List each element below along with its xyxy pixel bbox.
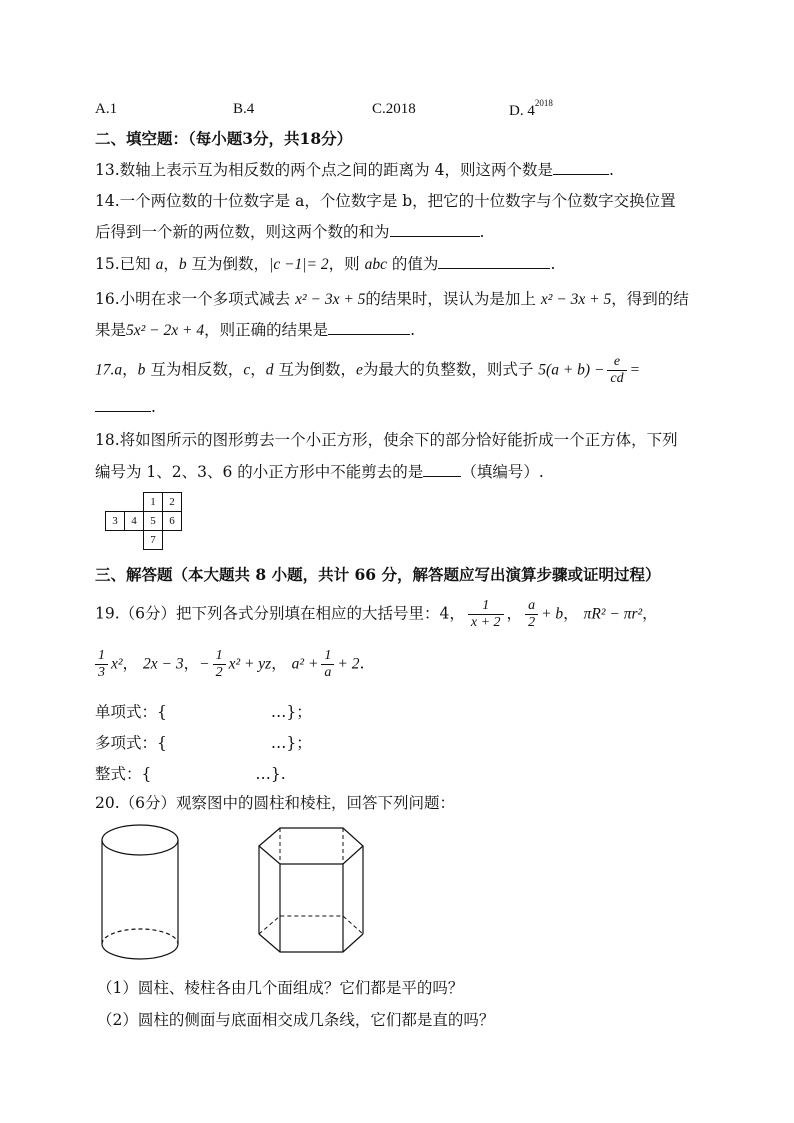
question-19-line2: $\frac{1}{3}$ x²， 2x − 3，− $\frac{1}{2}$ x² + yz， a² + $\frac{1}{a}$ + 2. [95,648,364,681]
section-2-title: 二、填空题：（每小题3分，共18分） [95,129,353,148]
net-cell: 5 [143,511,163,531]
question-17: 17.a，b 互为相反数，c，d 互为倒数，e为最大的负整数，则式子 5(a + b) − $\frac{e}{cd}$ = [95,354,641,387]
net-cell: 7 [143,530,163,550]
question-16-line1: 16.小明在求一个多项式减去 x² − 3x + 5的结果时，误认为是加上 x² − 3x + 5，得到的结 [95,290,689,308]
question-17-answer: . [95,398,156,416]
answer-monomials: 单项式：{ …}； [95,703,312,721]
question-15: 15.已知 a，b 互为倒数，|c −1|= 2，则 abc 的值为 . [95,255,556,273]
option-b: B.4 [233,101,255,117]
question-20-sub2: （2）圆柱的侧面与底面相交成几条线，它们都是直的吗？ [97,1011,495,1029]
net-cell: 4 [124,511,144,531]
net-cell: 2 [162,492,182,512]
question-19-line1: 19.（6分）把下列各式分别填在相应的大括号里：4， $\frac{1}{x + 2}$ ， $\frac{a}{2}$ + b， πR² − πr²， [95,598,658,631]
question-14-line1: 14.一个两位数的十位数字是 a，个位数字是 b，把它的十位数字与个位数字交换位置 [95,192,676,210]
question-18-line1: 18.将如图所示的图形剪去一个小正方形，使余下的部分恰好能折成一个正方体，下列 [95,431,678,449]
answer-integral-expressions: 整式：{ …}. [95,765,286,783]
answer-polynomials: 多项式：{ …}； [95,734,312,752]
question-20: 20.（6分）观察图中的圆柱和棱柱，回答下列问题： [95,794,456,812]
question-16-line2: 果是5x² − 2x + 4，则正确的结果是 . [95,321,416,339]
net-cell: 1 [143,492,163,512]
question-14-line2: 后得到一个新的两位数，则这两个数的和为 . [95,223,485,241]
net-cell: 3 [105,511,125,531]
question-20-sub1: （1）圆柱、棱柱各由几个面组成？它们都是平的吗？ [97,979,464,997]
cylinder-figure [95,818,185,968]
net-cell: 6 [162,511,182,531]
section-3-title: 三、解答题（本大题共 8 小题，共计 66 分，解答题应写出演算步骤或证明过程） [95,565,661,584]
option-a: A.1 [95,101,118,117]
question-13: 13.数轴上表示互为相反数的两个点之间的距离为 4，则这两个数是 . [95,161,614,179]
hexagonal-prism-figure [255,824,375,954]
option-c: C.2018 [372,101,416,117]
option-d: D. $4^{2018}$ [509,98,553,119]
question-18-line2: 编号为 1、2、3、6 的小正方形中不能剪去的是 （填编号）. [95,463,544,481]
